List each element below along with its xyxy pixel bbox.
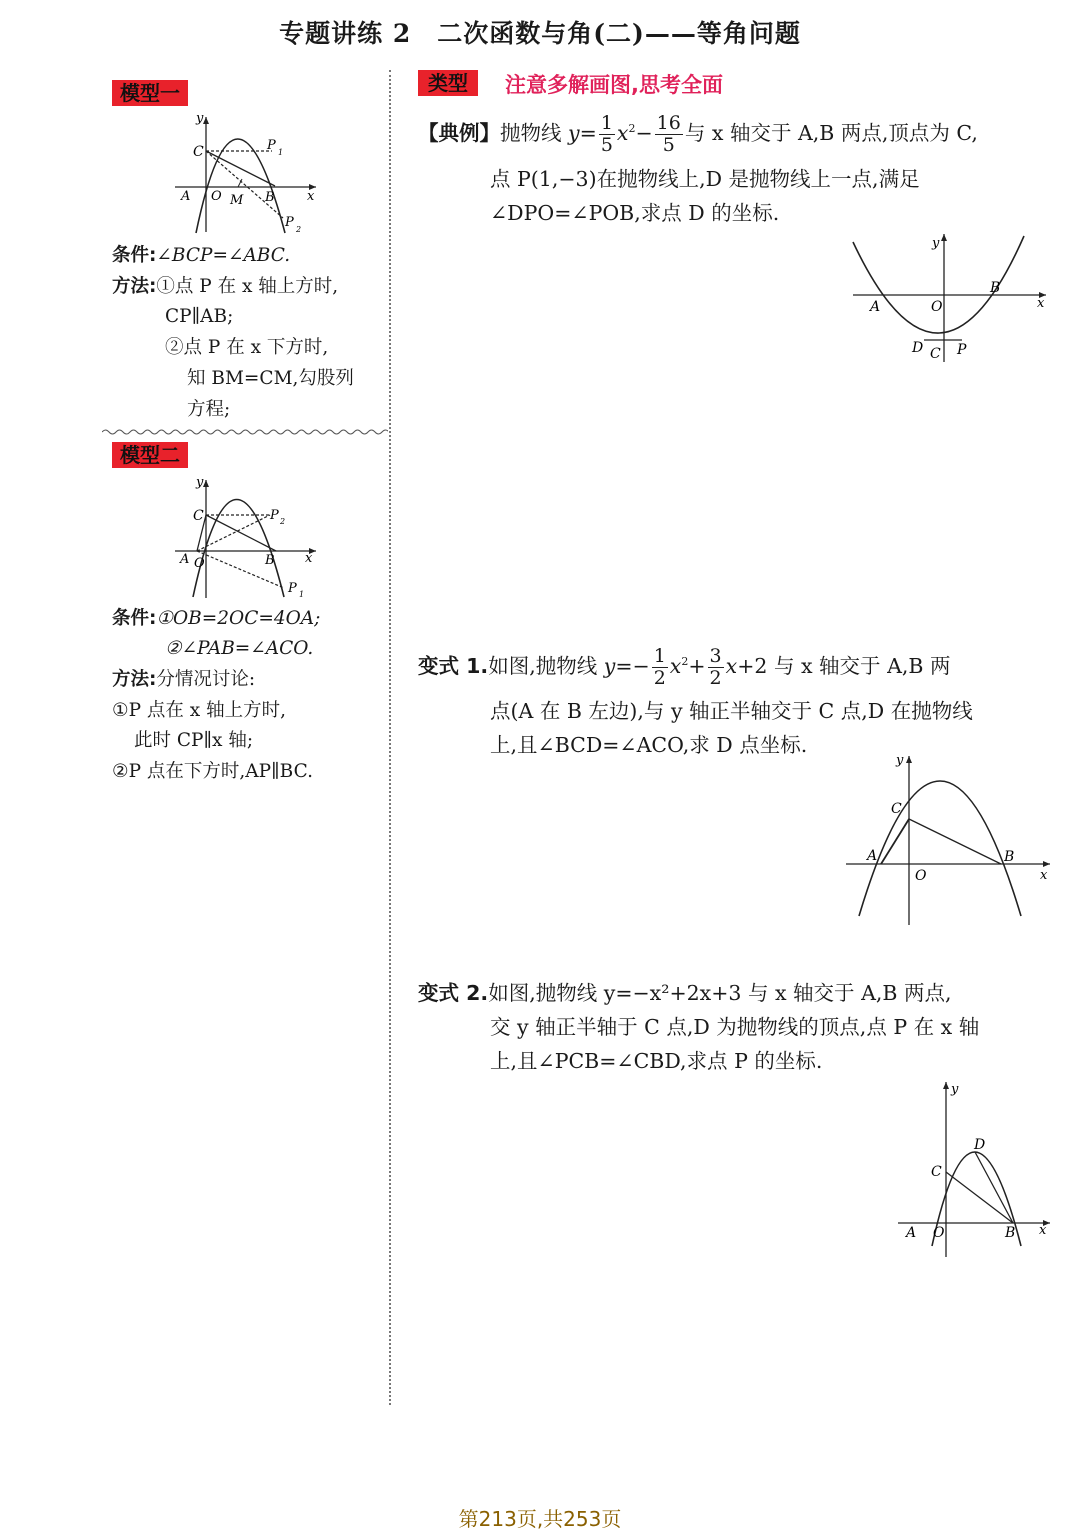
- model2-case-2: ②P 点在下方时,AP∥BC.: [112, 761, 313, 782]
- fig-label-b: B: [1004, 849, 1015, 865]
- model1-condition: 条件:∠BCP=∠ABC.: [112, 245, 291, 266]
- fig-label-a: A: [867, 848, 878, 864]
- fig-label-y: y: [896, 753, 904, 768]
- fig-label-p1: P: [267, 138, 276, 153]
- fig-label-b: B: [265, 190, 275, 205]
- example-line-1: 【典例】抛物线 y= $\frac{1}{5}$ $x^2-$ $\frac{16}{5}$ 与 x 轴交于 A,B 两点,顶点为 C,: [418, 111, 978, 156]
- fig-label-p1-sub: 1: [299, 590, 305, 599]
- fig-label-y: y: [932, 236, 940, 251]
- variant2-line-3: 上,且∠PCB=∠CBD,求点 P 的坐标.: [490, 1049, 823, 1073]
- variant1-line-1: 变式 1.如图,抛物线 y=− $\frac{1}{2}$ $x^2+$ $\frac{3}{2}$ x+2 与 x 轴交于 A,B 两: [418, 644, 951, 689]
- fig-label-y: y: [196, 475, 204, 490]
- fig-label-a: A: [870, 299, 881, 315]
- model2-tag: 模型二: [112, 442, 188, 468]
- fig-label-o: O: [933, 1225, 945, 1241]
- fig-label-p2: P: [270, 508, 279, 523]
- fig-label-p2-sub: 2: [280, 517, 286, 526]
- segment-cb: [946, 1172, 1013, 1223]
- model2-case-1b: 此时 CP∥x 轴;: [134, 730, 254, 751]
- model1-tag: 模型一: [112, 80, 188, 106]
- fig-label-m: M: [230, 193, 244, 208]
- fig-label-o: O: [915, 868, 927, 884]
- column-divider: [389, 70, 391, 1405]
- variant1-figure: [840, 748, 1055, 930]
- example-line-2: 点 P(1,−3)在抛物线上,D 是抛物线上一点,满足: [490, 167, 920, 191]
- m-mark: [238, 179, 242, 187]
- model2-method: 方法:分情况讨论:: [112, 669, 256, 690]
- fig-label-c: C: [931, 1164, 942, 1180]
- fig-label-p: P: [957, 342, 967, 358]
- segment-ap2: [197, 515, 270, 551]
- variant2-figure: [895, 1075, 1055, 1260]
- type-tag: 类型: [418, 70, 478, 96]
- model2-case-1a: ①P 点在 x 轴上方时,: [112, 700, 286, 721]
- variant1-line-2: 点(A 在 B 左边),与 y 轴正半轴交于 C 点,D 在抛物线: [490, 699, 973, 723]
- fig-label-c: C: [930, 346, 941, 362]
- example-line-3: ∠DPO=∠POB,求点 D 的坐标.: [490, 201, 780, 225]
- segment-cb: [206, 515, 276, 551]
- fig-label-p2: P: [285, 215, 294, 230]
- fig-label-d: D: [912, 340, 924, 356]
- example-figure: [845, 228, 1055, 368]
- fig-label-c: C: [891, 801, 902, 817]
- fig-label-p1: P: [288, 581, 297, 596]
- parabola: [859, 781, 1021, 916]
- fig-label-o: O: [931, 299, 943, 315]
- model1-method-1a: 方法:①点 P 在 x 轴上方时,: [112, 276, 339, 297]
- fig-label-c: C: [193, 144, 204, 160]
- fig-label-p2-sub: 2: [296, 225, 302, 234]
- fig-label-y: y: [196, 111, 204, 126]
- type-title: 注意多解画图,思考全面: [505, 73, 723, 97]
- variant2-line-1: 变式 2.如图,抛物线 y=−x²+2x+3 与 x 轴交于 A,B 两点,: [418, 981, 952, 1005]
- fig-label-o: O: [194, 556, 205, 571]
- model1-method-2c: 方程;: [187, 399, 231, 420]
- fig-label-c: C: [193, 508, 204, 524]
- fig-label-x: x: [1037, 296, 1045, 311]
- page-footer: 第213页,共253页: [458, 1507, 622, 1531]
- fig-label-p1-sub: 1: [278, 148, 284, 157]
- fig-label-a: A: [180, 552, 190, 567]
- fig-label-d: D: [974, 1137, 986, 1153]
- fig-label-x: x: [305, 551, 313, 566]
- fig-label-a: A: [906, 1225, 917, 1241]
- model1-method-2b: 知 BM=CM,勾股列: [187, 368, 354, 389]
- page-title: 专题讲练 2 二次函数与角(二)——等角问题: [279, 19, 801, 48]
- fig-label-b: B: [265, 553, 275, 568]
- fig-label-b: B: [990, 280, 1001, 296]
- fig-label-x: x: [1040, 868, 1048, 883]
- model1-figure: [168, 108, 328, 236]
- wavy-divider: [102, 428, 388, 436]
- model1-method-2a: ②点 P 在 x 下方时,: [165, 337, 329, 358]
- model2-figure: [168, 470, 328, 602]
- fig-label-x: x: [1039, 1223, 1047, 1238]
- fig-label-o: O: [211, 189, 222, 204]
- fig-label-b: B: [1005, 1225, 1016, 1241]
- model2-condition-2: ②∠PAB=∠ACO.: [165, 638, 314, 659]
- model1-method-1b: CP∥AB;: [165, 306, 234, 327]
- model2-condition-1: 条件:①OB=2OC=4OA;: [112, 608, 321, 629]
- fig-label-x: x: [307, 189, 315, 204]
- fig-label-a: A: [181, 189, 191, 204]
- fig-label-y: y: [951, 1082, 959, 1097]
- variant1-line-3: 上,且∠BCD=∠ACO,求 D 点坐标.: [490, 733, 808, 757]
- variant2-line-2: 交 y 轴正半轴于 C 点,D 为抛物线的顶点,点 P 在 x 轴: [490, 1015, 980, 1039]
- segment-db: [975, 1152, 1013, 1223]
